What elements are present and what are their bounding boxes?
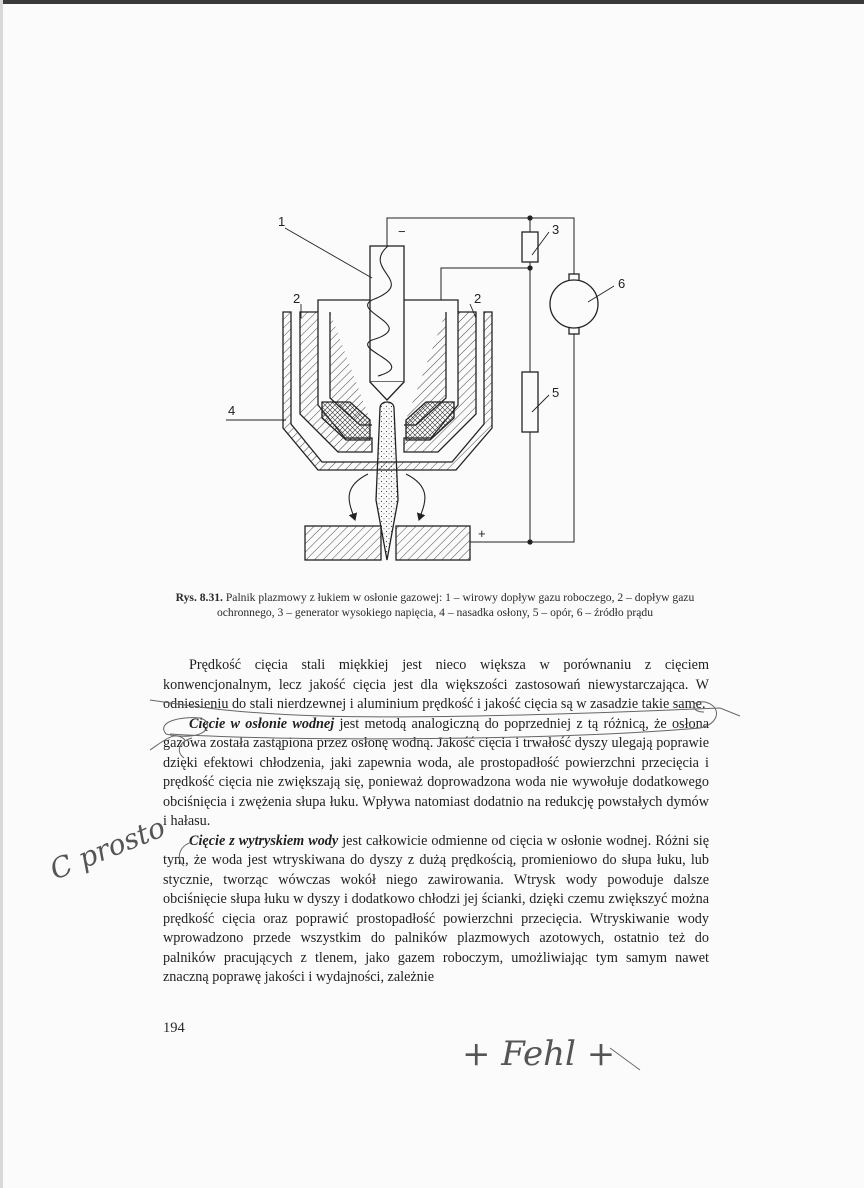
- paragraph-2: [163, 715, 709, 832]
- label-4: 4: [228, 403, 236, 418]
- label-6: 6: [618, 276, 626, 291]
- label-2-right: 2: [474, 291, 482, 306]
- paragraph-3-text: jest całkowicie odmienne od cięcia w osłonie wodnej. Różni się tym, że woda jest wtryskiwana do dyszy z dużą prędkością, promieniowo do słupa łuku, lub stycznie, tworząc wówczas wokół niego zawirowania. Wtrysk wody powoduje dalsze obciśnięcie słupa łuku w dyszy i dodatkowo chłodzi jej ścianki, dzięki czemu zwiększyć można prędkość cięcia oraz poprawić prostopadłość powierzchni przecięcia. Wtryskiwanie wody wprowadzono przede wszystkim do palników plazmowych azotowych, ostatnio też do palników pracujących z tlenem, jako gazem roboczym, umożliwiając tym samym nawet znaczną poprawę jakości i wydajności, zależnie: [163, 832, 710, 985]
- label-1: 1: [278, 214, 286, 229]
- scan-left-edge: [0, 0, 3, 1188]
- bottom-note: + Fehl +: [462, 1034, 616, 1074]
- scan-top-edge: [0, 0, 864, 4]
- page-number: 194: [163, 1020, 185, 1036]
- current-source: [550, 280, 598, 328]
- workpiece-left: [305, 526, 381, 560]
- label-minus: −: [398, 224, 406, 239]
- label-2-left: 2: [293, 291, 301, 306]
- plasma-torch-diagram: [210, 205, 630, 575]
- label-plus: +: [478, 526, 486, 541]
- label-5: 5: [552, 385, 560, 400]
- paragraph-2-text: jest metodą analogiczną do poprzedniej z tą różnicą, że osłona gazowa została zastąpiona przez osłonę wodną. Jakość cięcia i trwałość dyszy ulegają poprawie dzięki efektowi chłodzenia, jaki zapewnia woda, ale prostopadłość powierzchni przecięcia i prędkość cięcia nie zwiększają się, ponieważ doprowadzona woda nie wywołuje dodatkowego obciśnięcia i zwężenia słupa łuku. Wpływa natomiast dodatnio na redukcję powstałych dymów i hałasu.: [163, 715, 710, 829]
- term-water-shield: Cięcie w osłonie wodnej: [189, 715, 335, 732]
- label-3: 3: [552, 222, 560, 237]
- hv-generator: [522, 232, 538, 262]
- resistor: [522, 372, 538, 432]
- caption-label: Rys. 8.31.: [175, 591, 223, 604]
- figure-caption: [163, 590, 707, 620]
- paragraph-3: [163, 832, 709, 988]
- workpiece-right: [396, 526, 470, 560]
- margin-note: C prosto: [45, 810, 170, 887]
- body-text: [163, 656, 709, 988]
- term-water-injection: Cięcie z wytryskiem wody: [189, 832, 339, 849]
- caption-text: Palnik plazmowy z łukiem w osłonie gazowej: 1 – wirowy dopływ gazu roboczego, 2 – dopływ gazu ochronnego, 3 – generator wysokiego napięcia, 4 – nasadka osłony, 5 – opór, 6 – źródło prądu: [216, 591, 695, 619]
- paragraph-1: Prędkość cięcia stali miękkiej jest nieco większa w porównaniu z cięciem konwencjonalnym, lecz jakość cięcia jest dla większości zastosowań niewystarczająca. W odniesieniu do stali nierdzewnej i aluminium prędkość i jakość cięcia są w zasadzie takie same.: [163, 657, 709, 712]
